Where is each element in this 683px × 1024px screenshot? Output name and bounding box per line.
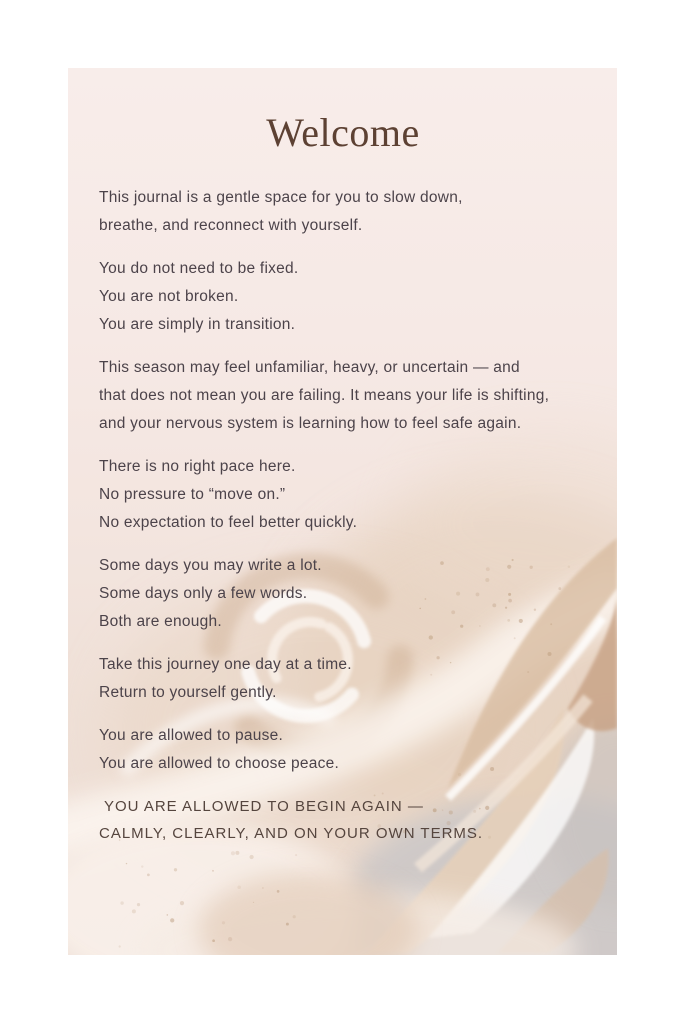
paragraph-season [99, 354, 587, 438]
text-line: Take this journey one day at a time. [99, 656, 352, 673]
text-line: You are not broken. [99, 288, 239, 305]
text-line: This journal is a gentle space for you to slow down, [99, 189, 463, 206]
text-line: You are allowed to choose peace. [99, 755, 340, 772]
paragraph-no-pressure [99, 453, 587, 537]
text-line: You do not need to be fixed. [99, 260, 299, 277]
text-line: You are allowed to pause. [99, 727, 284, 744]
paragraph-not-broken [99, 255, 587, 339]
text-line: Return to yourself gently. [99, 684, 277, 701]
page-title: Welcome [266, 110, 420, 155]
text-line: CALMLY, CLEARLY, AND ON YOUR OWN TERMS. [99, 825, 484, 842]
text-line: Some days only a few words. [99, 585, 308, 602]
welcome-card [68, 68, 617, 955]
text-line: This season may feel unfamiliar, heavy, or uncertain — and [99, 359, 520, 376]
text-line: breathe, and reconnect with yourself. [99, 217, 363, 234]
paragraph-journey [99, 651, 587, 707]
paragraph-affirmation [99, 793, 587, 847]
text-line: No expectation to feel better quickly. [99, 514, 358, 531]
text-line: YOU ARE ALLOWED TO BEGIN AGAIN — [104, 798, 424, 815]
text-line: There is no right pace here. [99, 458, 296, 475]
paragraph-some-days [99, 552, 587, 636]
text-line: that does not mean you are failing. It means your life is shifting, [99, 387, 550, 404]
text-line: Both are enough. [99, 613, 222, 630]
text-line: You are simply in transition. [99, 316, 296, 333]
text-line: and your nervous system is learning how to feel safe again. [99, 415, 522, 432]
text-line: No pressure to “move on.” [99, 486, 286, 503]
paragraph-allowed [99, 722, 587, 778]
paragraph-intro [99, 184, 587, 240]
text-line: Some days you may write a lot. [99, 557, 322, 574]
page-content [68, 68, 617, 955]
